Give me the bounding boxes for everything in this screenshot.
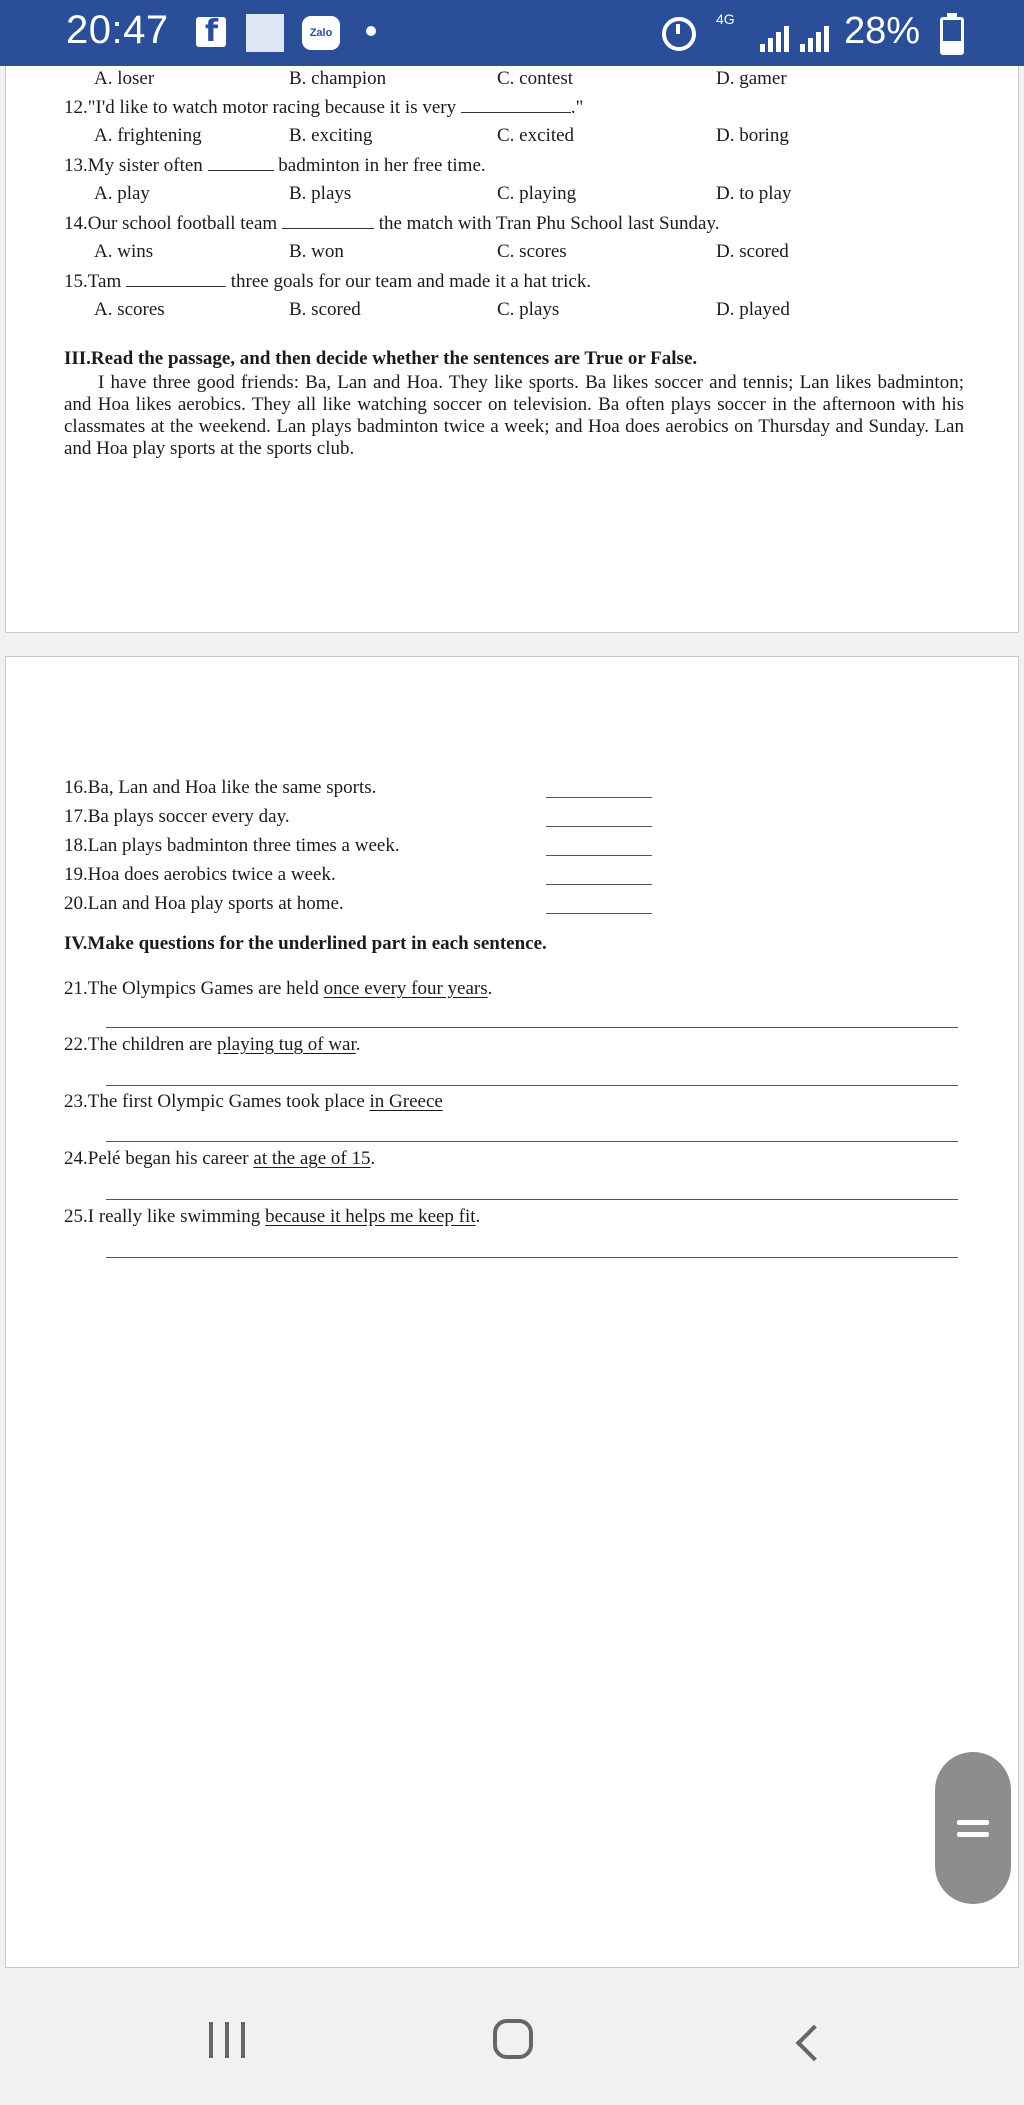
document-page-2 bbox=[5, 656, 1019, 1968]
question-22: 22.The children are playing tug of war. bbox=[64, 1034, 361, 1055]
q11-option-b: B. champion bbox=[289, 68, 387, 89]
answer-line bbox=[106, 1141, 958, 1142]
notification-dot-icon bbox=[366, 26, 376, 36]
answer-blank bbox=[546, 913, 652, 914]
q12-option-c: C. excited bbox=[497, 125, 575, 146]
q12-option-d: D. boring bbox=[716, 125, 789, 146]
battery-icon bbox=[940, 17, 964, 55]
status-bar bbox=[0, 0, 1024, 66]
answer-blank bbox=[546, 797, 652, 798]
q14-option-a: A. wins bbox=[94, 241, 154, 262]
gallery-icon bbox=[246, 14, 284, 52]
q13-option-c: C. playing bbox=[497, 183, 577, 204]
alarm-icon bbox=[662, 17, 696, 51]
q12-option-b: B. exciting bbox=[289, 125, 373, 146]
tf-statement-20: 20.Lan and Hoa play sports at home. bbox=[64, 893, 344, 914]
battery-percent: 28% bbox=[844, 10, 921, 52]
q11-option-c: C. contest bbox=[497, 68, 573, 89]
q11-option-a: A. loser bbox=[94, 68, 155, 89]
q15-option-a: A. scores bbox=[94, 299, 165, 320]
q12-option-a: A. frightening bbox=[94, 125, 202, 146]
q13-option-d: D. to play bbox=[716, 183, 792, 204]
question-25: 25.I really like swimming because it helps me keep fit. bbox=[64, 1206, 481, 1227]
question-13: 13.My sister often badminton in her free time. bbox=[64, 155, 486, 176]
back-button[interactable] bbox=[796, 2025, 833, 2062]
q15-option-b: B. scored bbox=[289, 299, 361, 320]
q13-option-a: A. play bbox=[94, 183, 150, 204]
q14-option-c: C. scores bbox=[497, 241, 567, 262]
tf-statement-19: 19.Hoa does aerobics twice a week. bbox=[64, 864, 336, 885]
tf-statement-16: 16.Ba, Lan and Hoa like the same sports. bbox=[64, 777, 377, 798]
question-21: 21.The Olympics Games are held once every four years. bbox=[64, 978, 493, 999]
answer-blank bbox=[546, 855, 652, 856]
section-3-heading: III.Read the passage, and then decide whether the sentences are True or False. bbox=[64, 348, 698, 369]
navigation-bar bbox=[0, 1975, 1024, 2105]
clock: 20:47 bbox=[66, 8, 169, 52]
q15-option-d: D. played bbox=[716, 299, 790, 320]
question-15: 15.Tam three goals for our team and made it a hat trick. bbox=[64, 271, 592, 292]
answer-line bbox=[106, 1085, 958, 1086]
home-button[interactable] bbox=[493, 2019, 533, 2059]
answer-line bbox=[106, 1199, 958, 1200]
answer-line bbox=[106, 1027, 958, 1028]
answer-line bbox=[106, 1257, 958, 1258]
question-12: 12."I'd like to watch motor racing because it is very ." bbox=[64, 97, 584, 118]
document-page-1 bbox=[5, 66, 1019, 633]
facebook-icon bbox=[196, 17, 226, 47]
tf-statement-18: 18.Lan plays badminton three times a week. bbox=[64, 835, 400, 856]
section-4-heading: IV.Make questions for the underlined part in each sentence. bbox=[64, 933, 547, 954]
q13-option-b: B. plays bbox=[289, 183, 352, 204]
tf-statement-17: 17.Ba plays soccer every day. bbox=[64, 806, 290, 827]
answer-blank bbox=[546, 884, 652, 885]
question-14: 14.Our school football team the match with Tran Phu School last Sunday. bbox=[64, 213, 720, 234]
q14-option-b: B. won bbox=[289, 241, 344, 262]
question-24: 24.Pelé began his career at the age of 15. bbox=[64, 1148, 376, 1169]
answer-blank bbox=[546, 826, 652, 827]
zalo-icon: Zalo bbox=[302, 16, 340, 50]
q15-option-c: C. plays bbox=[497, 299, 560, 320]
recent-apps-button[interactable] bbox=[207, 2022, 249, 2058]
q11-option-d: D. gamer bbox=[716, 68, 787, 89]
question-23: 23.The first Olympic Games took place in Greece bbox=[64, 1091, 443, 1112]
reading-passage: I have three good friends: Ba, Lan and Hoa. They like sports. Ba likes soccer and tennis; Lan likes badminton; and Hoa likes aerobics. They all like watching soccer on television. Ba often plays soccer in the afternoon with his classmates at the weekend. Lan plays badminton twice a week; and Hoa does aerobics on Thursday and Sunday. Lan and Hoa play sports at the sports club. bbox=[64, 372, 964, 459]
network-type: 4G bbox=[716, 11, 735, 27]
scroll-handle[interactable] bbox=[935, 1752, 1011, 1904]
q14-option-d: D. scored bbox=[716, 241, 789, 262]
